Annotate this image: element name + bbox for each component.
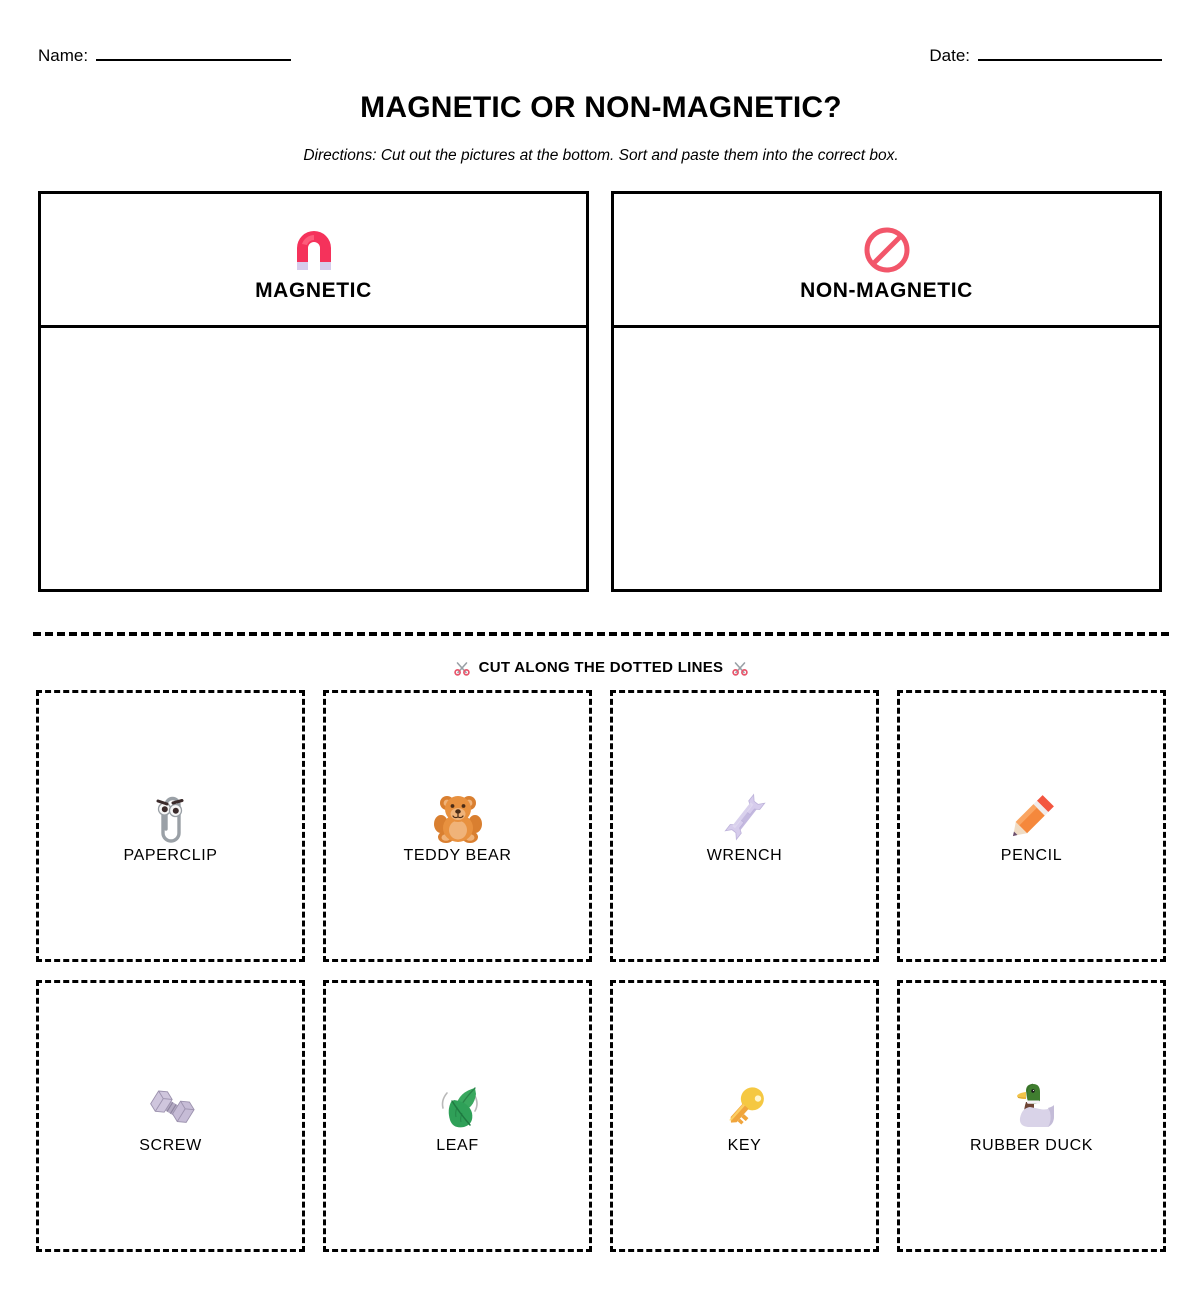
sort-box-magnetic-dropzone[interactable] [41,328,586,589]
cut-card-paperclip[interactable] [36,690,305,962]
scissors-icon [732,660,748,676]
sort-box-magnetic[interactable] [38,191,589,592]
sort-box-non-magnetic-dropzone[interactable] [614,328,1159,589]
cut-card-pencil[interactable] [897,690,1166,962]
leaf-icon [431,1078,485,1136]
cut-card-label: SCREW [139,1137,202,1154]
paperclip-icon [150,788,192,846]
date-label: Date: [929,46,970,65]
prohibited-icon [863,222,911,278]
cut-card-label: LEAF [436,1137,479,1154]
scissors-icon [454,660,470,676]
cut-out-card-grid [36,690,1166,1252]
cut-card-label: TEDDY BEAR [403,847,512,864]
cut-card-label: KEY [727,1137,762,1154]
cut-card-wrench[interactable] [610,690,879,962]
sort-box-magnetic-label: MAGNETIC [255,279,372,302]
sorting-boxes-area [38,191,1162,592]
sort-box-non-magnetic-label: NON-MAGNETIC [800,279,973,302]
sort-box-non-magnetic-header [614,194,1159,328]
pencil-icon [1005,788,1059,846]
page-title: MAGNETIC OR NON-MAGNETIC? [360,91,842,124]
sort-box-magnetic-header [41,194,586,328]
magnet-icon [288,222,340,278]
name-input-line[interactable] [96,59,291,61]
name-label: Name: [38,46,89,65]
cut-instruction [0,659,1202,676]
key-icon [718,1078,772,1136]
cut-card-label: PENCIL [1000,847,1063,864]
rubber-duck-icon [1004,1078,1060,1136]
cut-card-label: WRENCH [706,847,783,864]
teddy-bear-icon [431,788,485,846]
cut-card-screw[interactable] [36,980,305,1252]
cut-card-rubber-duck[interactable] [897,980,1166,1252]
cut-divider-line [33,632,1169,636]
cut-card-label: PAPERCLIP [123,847,218,864]
cut-card-key[interactable] [610,980,879,1252]
date-field-group [929,47,1162,64]
cut-instruction-label: CUT ALONG THE DOTTED LINES [478,659,724,676]
name-field-group [38,47,291,64]
cut-card-label: RUBBER DUCK [969,1137,1094,1154]
directions-text: Directions: Cut out the pictures at the bottom. Sort and paste them into the correct box. [303,147,899,164]
date-input-line[interactable] [978,59,1162,61]
student-info-row [38,34,1162,64]
screw-icon [144,1078,198,1136]
sort-box-non-magnetic[interactable] [611,191,1162,592]
cut-card-teddy-bear[interactable] [323,690,592,962]
cut-card-leaf[interactable] [323,980,592,1252]
wrench-icon [718,788,772,846]
